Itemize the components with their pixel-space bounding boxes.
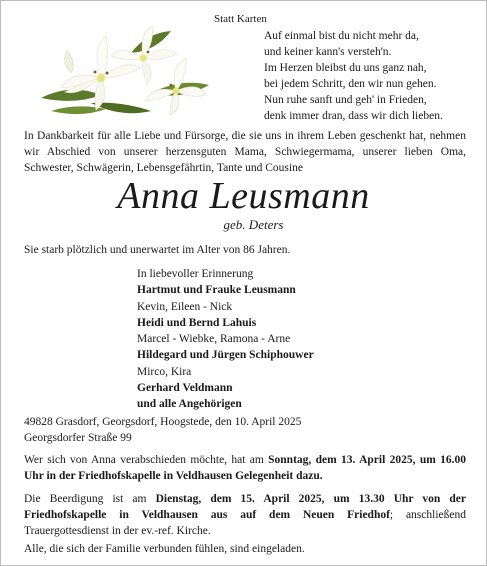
closing-paragraph: Alle, die sich der Familie verbunden fühlen, sind eingeladen. [24,543,305,555]
farewell-paragraph [24,452,466,484]
poem-line: bei jedem Schritt, den wir nun gehen. [264,78,437,90]
statt-karten-label: Statt Karten [214,13,267,25]
deceased-name: Anna Leusmann [117,175,370,217]
poem-line: Im Herzen bleibst du uns ganz nah, [264,62,427,74]
funeral-details: Dienstag, dem 15. April 2025, um 13.30 Uhr von der Friedhofskapelle in Veldhausen aus auf dem Neuen Friedhof [24,493,466,521]
poem-line: und keiner kann's versteh'n. [264,46,392,58]
farewell-text: Wer sich von Anna verabschieden möchte, hat am [24,454,269,466]
funeral-service-text: ; anschließend Trauergottesdienst in der ev.-ref. Kirche. [24,509,466,537]
address-block [24,414,301,446]
intro-paragraph: In Dankbarkeit für alle Liebe und Fürsorge, die sie uns in ihrem Leben geschenkt hat, nehmen wir Abschied von unserer herzensguten Mama, Schwiegermama, unserer lieben Oma, Schwester, Schwägerin, Lebensgefährtin, Tante und Cousine [24,130,466,174]
poem-line: denk immer dran, dass wir dich lieben. [264,110,443,122]
address-line: Georgsdorfer Straße 99 [24,432,132,444]
mourner-line: Hartmut und Frauke Leusmann [137,284,296,297]
mourner-line: Hildegard und Jürgen Schiphouwer [137,349,314,362]
mourner-line: und alle Angehörigen [137,398,242,411]
mourner-line: Mirco, Kira [137,365,192,378]
mourner-line: Gerhard Veldmann [137,382,233,395]
mourner-line: Heidi und Bernd Lahuis [137,316,257,329]
farewell-details: Sonntag, dem 13. April 2025, um 16.00 Uhr in der Friedhofskapelle in Veldhausen Gelegenheit dazu. [24,454,466,482]
mourners-list [137,266,314,413]
mourner-line: Kevin, Eileen - Nick [137,300,233,313]
poem-line: Auf einmal bist du nicht mehr da, [264,30,419,42]
funeral-paragraph [24,491,466,539]
poem-line: Nun ruhe sanft und geh' in Frieden, [264,94,427,106]
poem [264,28,443,124]
mourners-opening: In liebevoller Erinnerung [137,268,254,280]
mourner-line: Marcel - Wiebke, Ramona - Arne [137,333,291,346]
funeral-text: Die Beerdigung ist am [24,493,156,505]
death-statement: Sie starb plötzlich und unerwartet im Alter von 86 Jahren. [24,244,291,256]
address-line: 49828 Grasdorf, Georgsdorf, Hoogstede, den 10. April 2025 [24,416,302,428]
birth-name: geb. Deters [223,217,284,232]
lily-flowers-image [31,23,211,123]
